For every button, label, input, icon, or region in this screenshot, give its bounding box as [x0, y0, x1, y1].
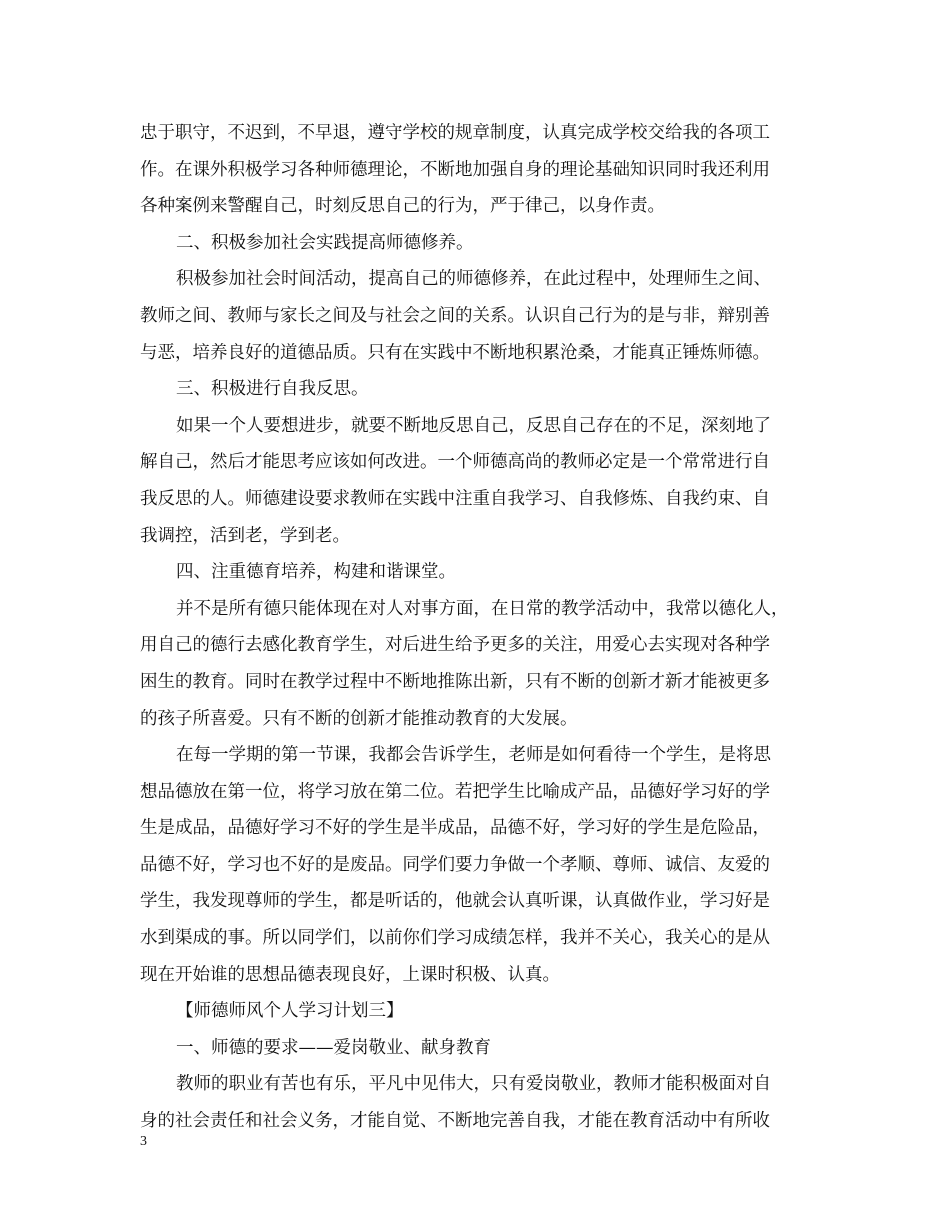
text-line: 水到渠成的事。所以同学们，以前你们学习成绩怎样，我并不关心，我关心的是从	[140, 928, 770, 949]
text-line: 忠于职守，不迟到，不早退，遵守学校的规章制度，认真完成学校交给我的各项工	[140, 123, 770, 143]
text-line: 与恶，培养良好的道德品质。只有在实践中不断地积累沧桑，才能真正锤炼师德。	[140, 342, 770, 363]
text-line: 想品德放在第一位，将学习放在第二位。若把学生比喻成产品，品德好学习好的学	[140, 781, 770, 802]
text-line: 作。在课外积极学习各种师德理论，不断地加强自身的理论基础知识同时我还利用	[140, 159, 770, 180]
text-line: 的孩子所喜爱。只有不断的创新才能推动教育的大发展。	[140, 708, 578, 729]
text-line: 我反思的人。师德建设要求教师在实践中注重自我学习、自我修炼、自我约束、自	[140, 488, 770, 509]
text-line: 我调控，活到老，学到老。	[140, 525, 350, 546]
document-body	[140, 115, 820, 1140]
plan-title: 【师德师风个人学习计划三】	[176, 1001, 404, 1022]
text-line: 身的社会责任和社会义务，才能自觉、不断地完善自我，才能在教育活动中有所收	[140, 1111, 770, 1132]
text-line: 现在开始谁的思想品德表现良好，上课时积极、认真。	[140, 964, 560, 985]
text-line: 用自己的德行去感化教育学生，对后进生给予更多的关注，用爱心去实现对各种学	[140, 635, 770, 656]
text-line: 积极参加社会时间活动，提高自己的师德修养，在此过程中，处理师生之间、	[176, 269, 771, 290]
section-heading: 二、积极参加社会实践提高师德修养。	[176, 232, 474, 253]
page-number: 3	[140, 1134, 147, 1149]
text-line: 困生的教育。同时在教学过程中不断地推陈出新，只有不断的创新才新才能被更多	[140, 671, 770, 692]
text-line: 学生，我发现尊师的学生，都是听话的，他就会认真听课，认真做作业，学习好是	[140, 891, 770, 912]
text-line: 品德不好，学习也不好的是废品。同学们要力争做一个孝顺、尊师、诚信、友爱的	[140, 854, 770, 875]
section-heading: 一、师德的要求——爱岗敬业、献身教育	[176, 1037, 491, 1058]
text-line: 各种案例来警醒自己，时刻反思自己的行为，严于律己，以身作责。	[140, 196, 665, 217]
text-line: 如果一个人要想进步，就要不断地反思自己，反思自己存在的不足，深刻地了	[176, 415, 771, 436]
text-line: 教师的职业有苦也有乐，平凡中见伟大，只有爱岗敬业，教师才能积极面对自	[176, 1074, 771, 1095]
text-line: 解自己，然后才能思考应该如何改进。一个师德高尚的教师必定是一个常常进行自	[140, 452, 770, 473]
section-heading: 四、注重德育培养，构建和谐课堂。	[176, 562, 456, 583]
text-line: 生是成品，品德好学习不好的学生是半成品，品德不好，学习好的学生是危险品，	[140, 818, 770, 839]
text-line: 在每一学期的第一节课，我都会告诉学生，老师是如何看待一个学生，是将思	[176, 745, 771, 766]
text-line: 教师之间、教师与家长之间及与社会之间的关系。认识自己行为的是与非，辩别善	[140, 305, 770, 326]
section-heading: 三、积极进行自我反思。	[176, 379, 369, 400]
text-line: 并不是所有德只能体现在对人对事方面，在日常的教学活动中，我常以德化人，	[176, 598, 789, 619]
